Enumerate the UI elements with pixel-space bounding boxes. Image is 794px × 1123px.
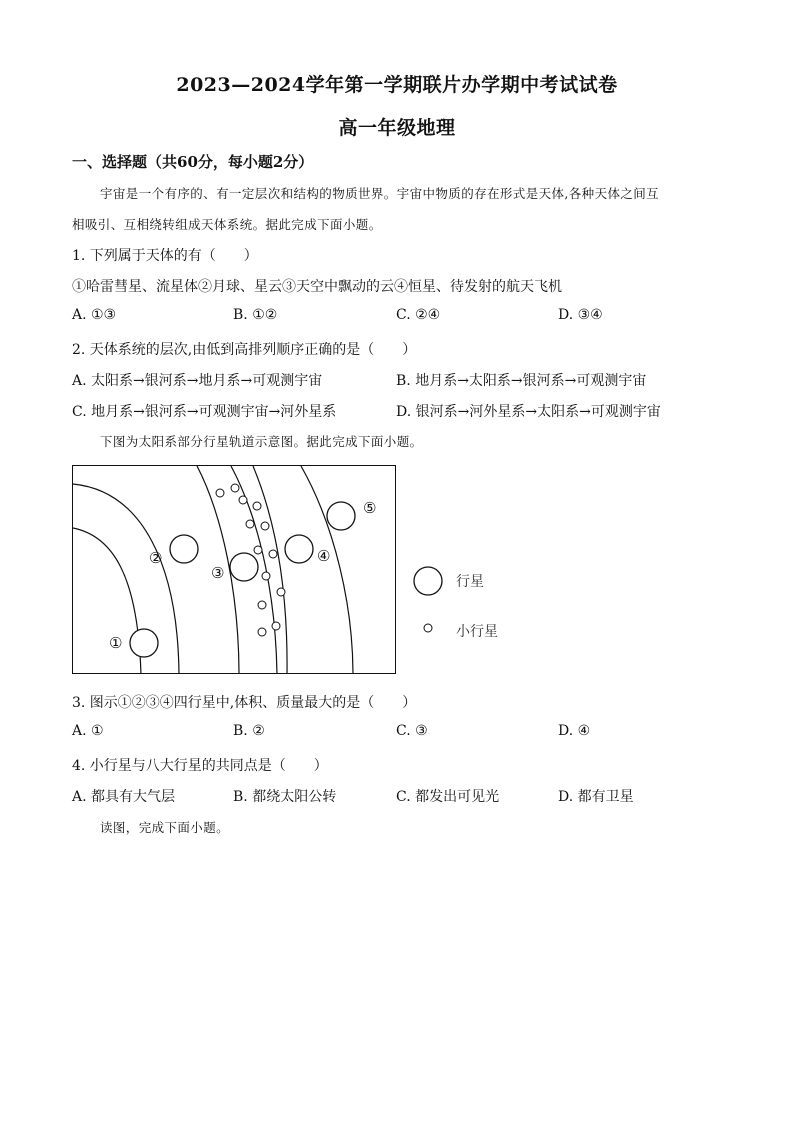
- asteroid: [216, 489, 224, 497]
- question-1-option-b: B. ①②: [233, 307, 278, 323]
- asteroid: [258, 628, 266, 636]
- passage-1-line-2: 相吸引、互相绕转组成天体系统。据此完成下面小题。: [72, 217, 382, 232]
- question-2-option-a: A. 太阳系→银河系→地月系→可观测宇宙: [72, 373, 323, 389]
- passage-3: 读图，完成下面小题。: [100, 820, 230, 835]
- orbit-diagram: [72, 465, 396, 674]
- asteroid: [231, 484, 239, 492]
- asteroid: [277, 588, 285, 596]
- question-2-option-c: C. 地月系→银河系→可观测宇宙→河外星系: [72, 404, 337, 420]
- asteroid: [261, 522, 269, 530]
- planet-1: [130, 629, 158, 657]
- legend-asteroid-symbol: [424, 624, 432, 632]
- asteroid: [272, 622, 280, 630]
- orbit-line-6: [301, 466, 353, 674]
- planet-4: [285, 535, 313, 563]
- legend-planet-label: 行星: [456, 574, 484, 590]
- planet-3: [230, 553, 258, 581]
- passage-2: 下图为太阳系部分行星轨道示意图。据此完成下面小题。: [100, 434, 423, 449]
- planet-2: [170, 535, 198, 563]
- planet-label-5: ⑤: [363, 499, 377, 517]
- question-2-option-b: B. 地月系→太阳系→银河系→可观测宇宙: [396, 373, 647, 389]
- asteroid: [262, 572, 270, 580]
- question-1-option-c: C. ②④: [396, 307, 441, 323]
- asteroid: [253, 502, 261, 510]
- question-3-stem: 3. 图示①②③④四行星中,体积、质量最大的是（ ）: [72, 695, 417, 711]
- asteroid: [239, 496, 247, 504]
- planet-label-4: ④: [317, 547, 331, 565]
- section-heading: 一、选择题（共60分，每小题2分）: [72, 153, 314, 171]
- passage-1-line-1: 宇宙是一个有序的、有一定层次和结构的物质世界。宇宙中物质的存在形式是天体,各种天体之间互: [100, 186, 660, 201]
- orbit-line-1: [73, 528, 141, 674]
- exam-title: 2023—2024学年第一学期联片办学期中考试试卷: [176, 74, 618, 96]
- question-3-option-c: C. ③: [396, 723, 428, 739]
- question-4-stem: 4. 小行星与八大行星的共同点是（ ）: [72, 758, 328, 774]
- question-1-option-d: D. ③④: [558, 307, 603, 323]
- asteroid: [269, 550, 277, 558]
- question-4-option-b: B. 都绕太阳公转: [233, 789, 337, 805]
- legend-symbols: [410, 565, 450, 645]
- question-4-option-a: A. 都具有大气层: [72, 789, 176, 805]
- question-3-option-b: B. ②: [233, 723, 265, 739]
- asteroid: [246, 520, 254, 528]
- asteroid: [254, 546, 262, 554]
- exam-subtitle: 高一年级地理: [338, 117, 456, 139]
- question-4-option-c: C. 都发出可见光: [396, 789, 500, 805]
- question-2-stem: 2. 天体系统的层次,由低到高排列顺序正确的是（ ）: [72, 342, 417, 358]
- question-1-stem: 1. 下列属于天体的有（ ）: [72, 248, 258, 264]
- planet-label-3: ③: [211, 564, 225, 582]
- orbit-diagram-svg: [73, 466, 396, 674]
- asteroid: [258, 601, 266, 609]
- planet-label-2: ②: [149, 549, 163, 567]
- legend-planet-symbol: [414, 567, 442, 595]
- question-3-option-d: D. ④: [558, 723, 591, 739]
- question-4-option-d: D. 都有卫星: [558, 789, 634, 805]
- question-3-option-a: A. ①: [72, 723, 104, 739]
- planet-5: [327, 502, 355, 530]
- question-2-option-d: D. 银河系→河外星系→太阳系→可观测宇宙: [396, 404, 661, 420]
- legend-asteroid-label: 小行星: [456, 624, 498, 640]
- question-1-items: ①哈雷彗星、流星体②月球、星云③天空中飘动的云④恒星、待发射的航天飞机: [72, 279, 562, 295]
- planet-label-1: ①: [109, 634, 123, 652]
- question-1-option-a: A. ①③: [72, 307, 117, 323]
